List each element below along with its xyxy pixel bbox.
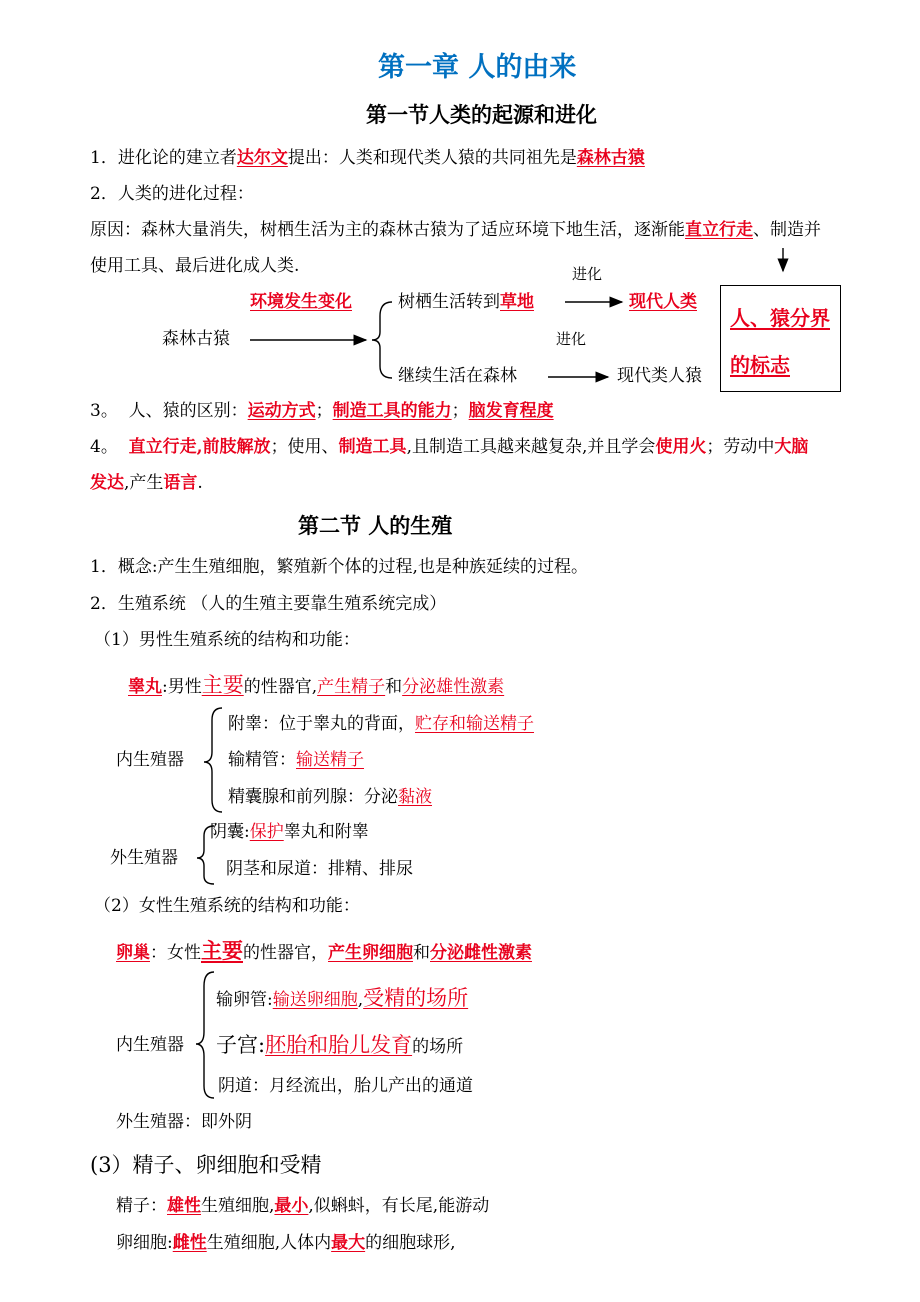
s2-para1-num: 1． [90, 557, 118, 577]
testis: 睾丸 [128, 677, 162, 697]
egg-line [116, 1233, 456, 1253]
s1-para1-text-b: 提出：人类和现代类人猿的共同祖先是 [287, 148, 577, 168]
uterus [216, 1033, 463, 1058]
s2-para2-text: 生殖系统 （人的生殖主要靠生殖系统完成） [117, 594, 447, 614]
oviduct [216, 986, 468, 1011]
evolve-label-2: 进化 [556, 330, 587, 348]
produce-sperm: 产生精子 [317, 677, 386, 697]
chapter-title: 第一章 人的由来 [378, 52, 577, 83]
female-heading: （2）女性生殖系统的结构和功能： [94, 896, 360, 916]
text: ,似蝌蚪，有长尾,能游动 [308, 1196, 490, 1216]
scrotum [210, 822, 369, 842]
protect: 保护 [249, 822, 284, 842]
text: . [197, 473, 203, 493]
produce-egg: 产生卵细胞 [328, 943, 413, 963]
branch2: 继续生活在森林 [398, 366, 517, 386]
store-sperm: 贮存和输送精子 [415, 714, 534, 734]
vagina: 阴道：月经流出，胎儿产出的通道 [218, 1076, 473, 1096]
reason-line2: 使用工具、最后进化成人类. [90, 256, 300, 276]
ovary: 卵巢 [116, 943, 150, 963]
largest: 最大 [331, 1233, 366, 1253]
transport-sperm: 输送精子 [296, 750, 364, 770]
male-gamete: 雄性 [167, 1196, 201, 1216]
node-forest-ape: 森林古猿 [162, 329, 230, 349]
env-change-label: 环境发生变化 [250, 292, 352, 312]
smallest: 最小 [274, 1196, 309, 1216]
embryo-development: 胚胎和胎儿发育 [265, 1033, 413, 1057]
text: 子宫: [216, 1033, 266, 1057]
darwin: 达尔文 [236, 148, 288, 168]
text: 和 [385, 677, 403, 697]
s1-para3-text: 人、猿的区别： [128, 401, 248, 421]
section1-title: 第一节人类的起源和进化 [366, 103, 597, 127]
male-heading: （1）男性生殖系统的结构和功能： [94, 630, 360, 650]
sep: ； [315, 401, 333, 421]
text: 的性器官, [243, 677, 318, 697]
penis-urethra: 阴茎和尿道：排精、排尿 [226, 859, 413, 879]
male-hormone: 分泌雄性激素 [402, 677, 505, 697]
evolve-label-1: 进化 [572, 265, 603, 283]
s2-para1-text: 概念:产生生殖细胞，繁殖新个体的过程,也是种族延续的过程。 [117, 557, 588, 577]
boundary-box-line2: 的标志 [730, 353, 790, 377]
diff-tools: 制造工具的能力 [332, 401, 452, 421]
text: :男性 [162, 677, 202, 697]
reason-text-b: 、制造并 [753, 220, 821, 240]
female-hormone: 分泌雌性激素 [430, 943, 532, 963]
text: 的性器官， [243, 943, 328, 963]
fertilization-site: 受精的场所 [363, 986, 469, 1010]
p3-heading: (3）精子、卵细胞和受精 [90, 1153, 322, 1177]
sep: ； [451, 401, 469, 421]
text: 输精管： [228, 750, 296, 770]
text: 卵细胞: [116, 1233, 173, 1253]
text: 精子： [116, 1196, 167, 1216]
grassland: 草地 [500, 292, 534, 312]
glands [228, 787, 432, 807]
branch1-text: 树栖生活转到 [398, 292, 500, 312]
mucus: 黏液 [398, 787, 432, 807]
vas-deferens [228, 750, 364, 770]
male-external-label: 外生殖器 [110, 848, 178, 868]
diff-brain: 脑发育程度 [468, 401, 554, 421]
text: 睾丸和附睾 [283, 822, 369, 842]
text: ；劳动中 [706, 437, 775, 457]
text: ：女性 [150, 943, 201, 963]
modern-ape: 现代类人猿 [617, 366, 702, 386]
upright-walking: 直立行走 [685, 220, 753, 240]
section2-title: 第二节 人的生殖 [298, 514, 453, 538]
text: , [357, 990, 364, 1010]
text: ,且制造工具越来越复杂,并且学会 [406, 437, 656, 457]
female-main: 主要 [201, 938, 243, 963]
s1-para2-text: 人类的进化过程： [117, 184, 254, 204]
male-main: 主要 [201, 673, 244, 697]
text: 阴囊: [210, 822, 250, 842]
language: 语言 [163, 473, 198, 493]
ovary-line [116, 938, 532, 963]
text: ；使用、 [270, 437, 339, 457]
s1-para1-text-a: 进化论的建立者 [117, 148, 237, 168]
forest-ape-answer: 森林古猿 [576, 148, 645, 168]
text: 附睾：位于睾丸的背面， [228, 714, 415, 734]
s2-para2-num: 2． [90, 594, 118, 614]
modern-human: 现代人类 [629, 292, 697, 312]
reason-text-a: 原因：森林大量消失，树栖生活为主的森林古猿为了适应环境下地生活，逐渐能 [90, 220, 685, 240]
female-gamete: 雌性 [172, 1233, 207, 1253]
upright-forelimb: 直立行走,前肢解放 [128, 437, 271, 457]
s1-para3-num: 3。 [90, 401, 118, 421]
text: 精囊腺和前列腺：分泌 [228, 787, 398, 807]
epididymis [228, 714, 534, 734]
text: 的细胞球形, [365, 1233, 456, 1253]
text: 和 [413, 943, 430, 963]
s1-para1-num: 1． [90, 148, 118, 168]
brain-2: 发达 [90, 473, 124, 493]
text: 的场所 [412, 1037, 464, 1057]
diff-movement: 运动方式 [247, 401, 316, 421]
s1-para4-num: 4。 [90, 437, 118, 457]
female-external: 外生殖器：即外阴 [116, 1112, 252, 1132]
boundary-box-line1: 人、猿分界 [730, 306, 830, 330]
make-tools: 制造工具 [338, 437, 407, 457]
text: ,产生 [124, 473, 164, 493]
s1-para2-num: 2． [90, 184, 118, 204]
female-internal-label: 内生殖器 [116, 1035, 184, 1055]
female-internal-brace [196, 972, 214, 1098]
transport-egg: 输送卵细胞 [272, 990, 358, 1010]
brain-1: 大脑 [774, 437, 809, 457]
male-internal-brace [204, 708, 222, 812]
text: 生殖细胞,人体内 [206, 1233, 332, 1253]
text: 生殖细胞, [201, 1196, 275, 1216]
male-internal-label: 内生殖器 [116, 750, 184, 770]
text: 输卵管: [216, 990, 273, 1010]
sperm-line [116, 1196, 489, 1216]
use-fire: 使用火 [655, 437, 707, 457]
